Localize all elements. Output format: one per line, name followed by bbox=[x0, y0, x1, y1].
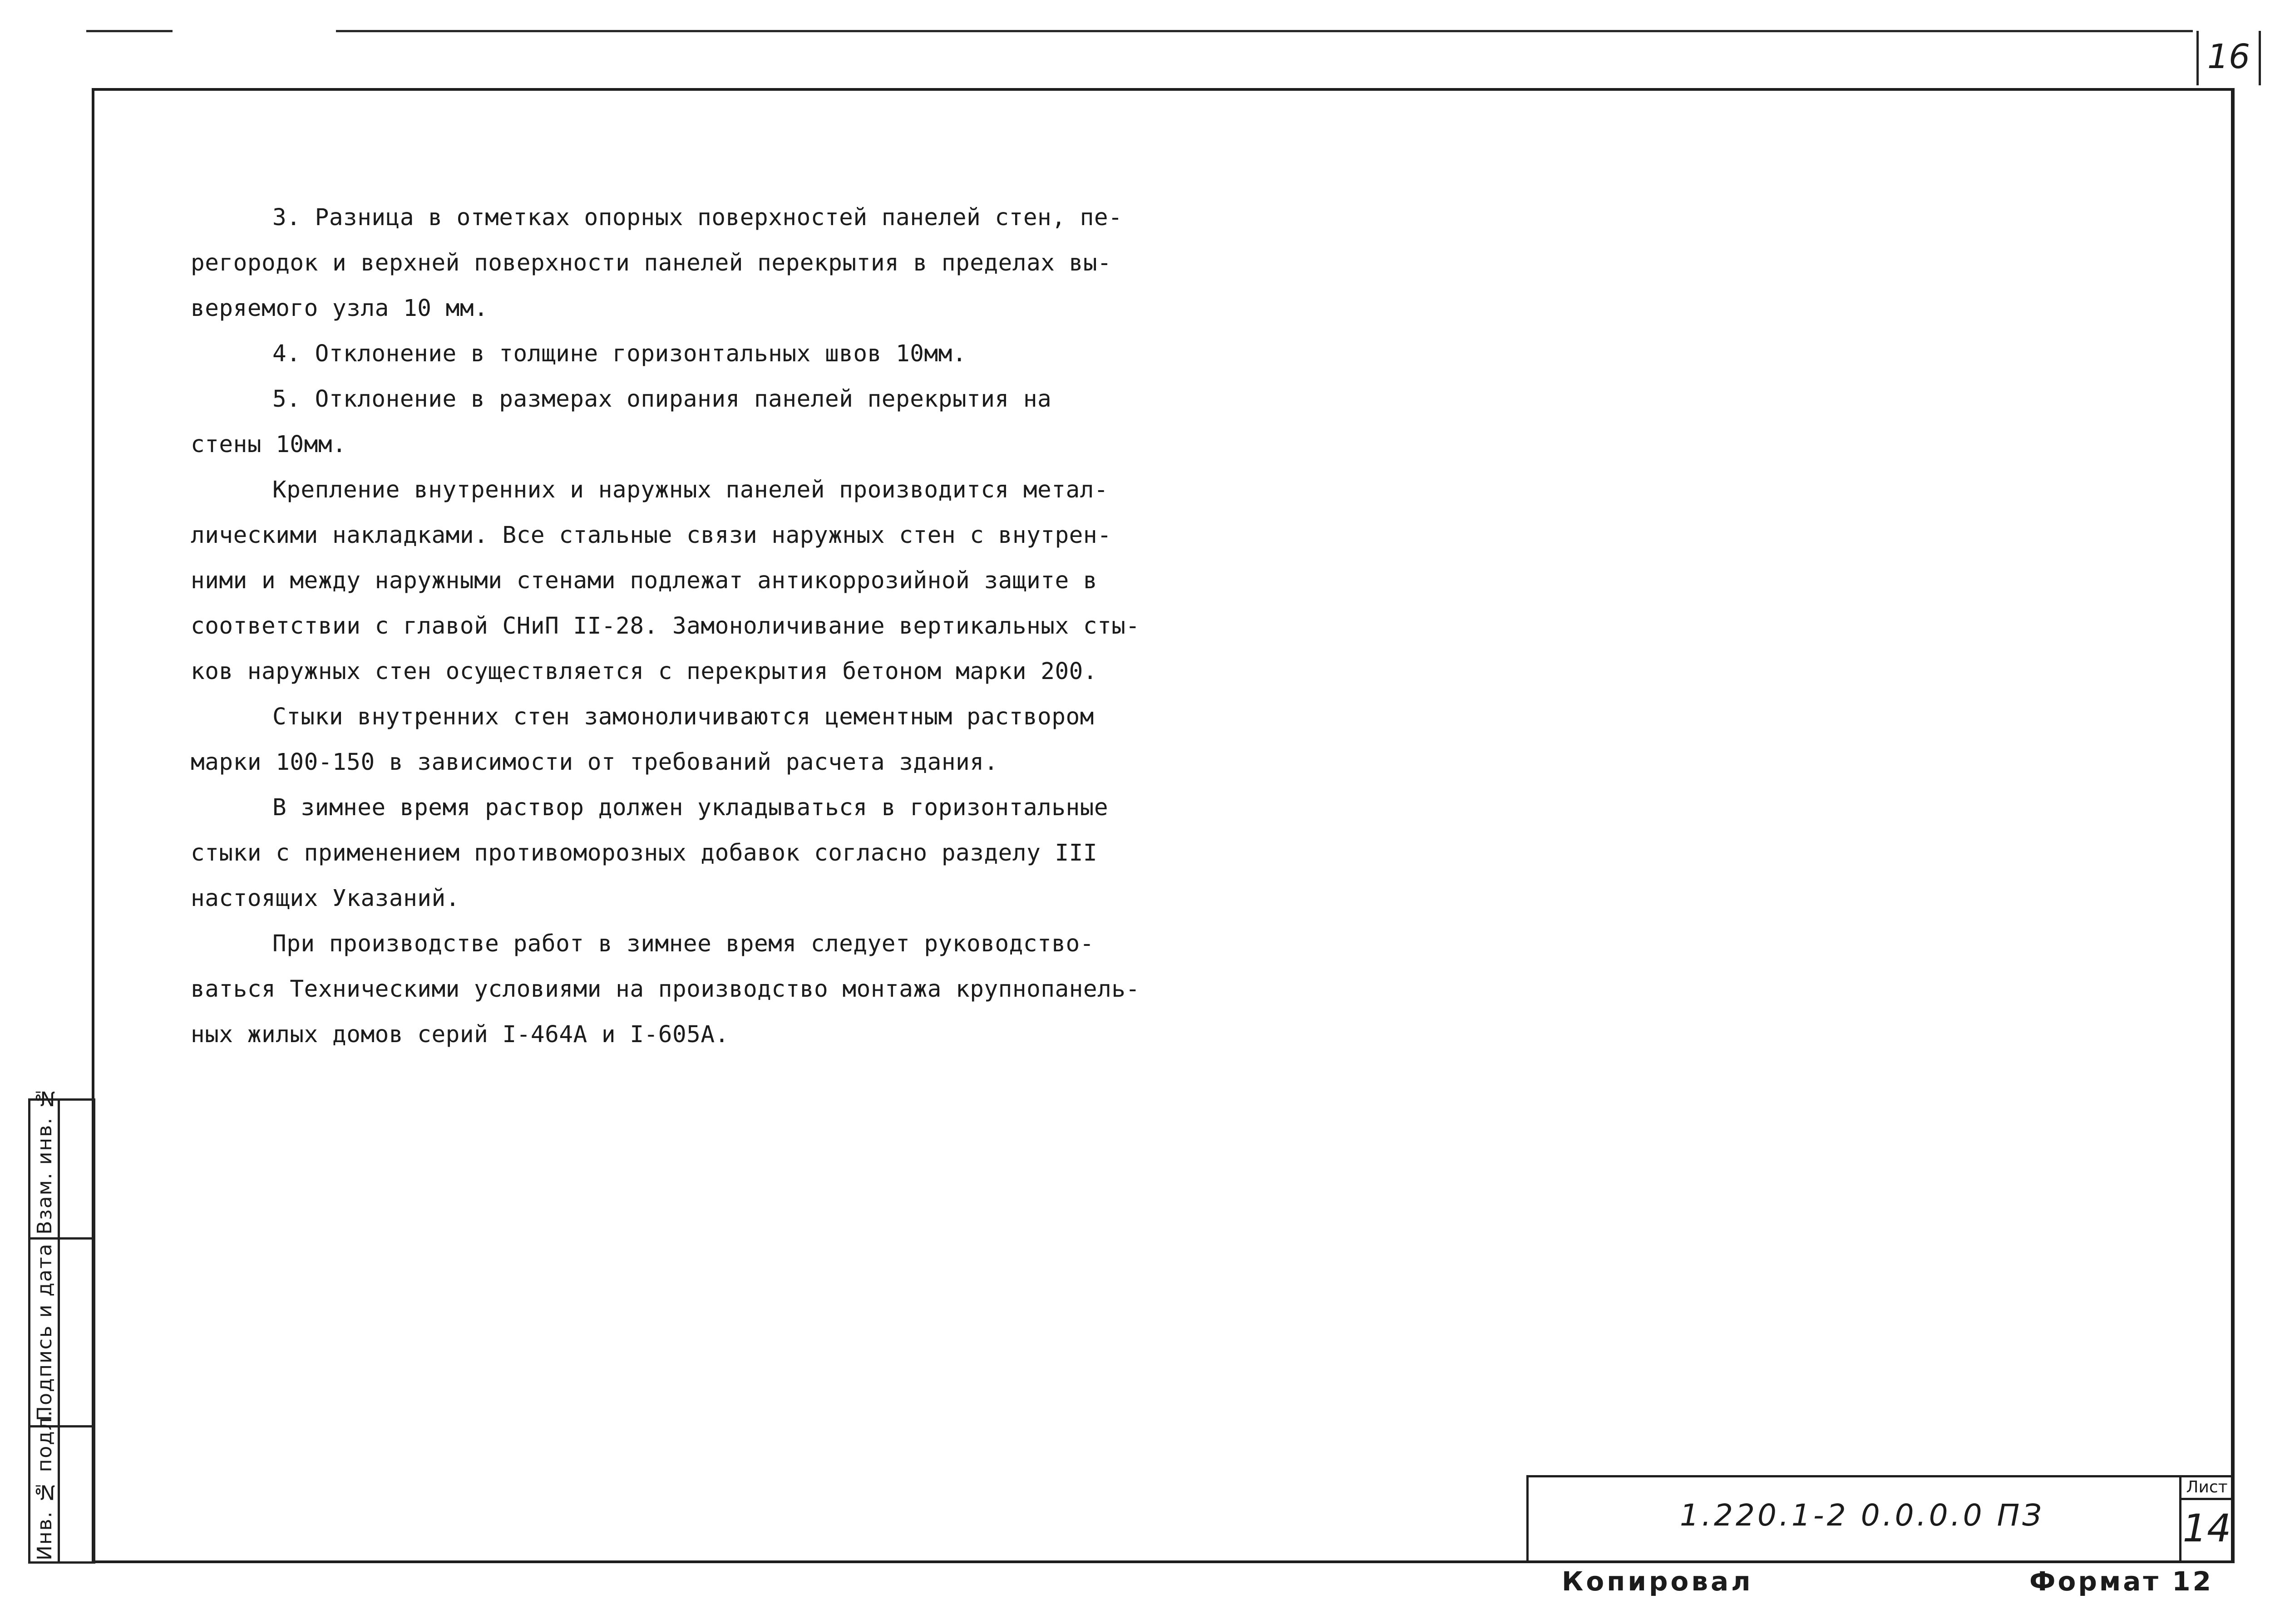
side-stamp-original-inv: Инв. № подл. bbox=[33, 1409, 56, 1560]
text-line: марки 100-150 в зависимости от требований расчета здания. bbox=[191, 749, 998, 776]
text-line: стыки с применением противоморозных добавок согласно разделу III bbox=[191, 840, 1098, 866]
text-line: Крепление внутренних и наружных панелей производится метал- bbox=[272, 477, 1109, 503]
sheet-label: Лист bbox=[2186, 1478, 2228, 1496]
text-line: настоящих Указаний. bbox=[191, 885, 460, 912]
text-line: ваться Техническими условиями на производство монтажа крупнопанель- bbox=[191, 976, 1140, 1003]
text-line: лическими накладками. Все стальные связи наружных стен с внутрен- bbox=[191, 522, 1112, 549]
copied-by-label: Копировал bbox=[1562, 1566, 1753, 1597]
text-line: Стыки внутренних стен замоноличиваются цементным раствором bbox=[272, 704, 1094, 730]
text-line: 4. Отклонение в толщине горизонтальных швов 10мм. bbox=[272, 340, 967, 367]
sheet-number: 14 bbox=[2182, 1506, 2231, 1550]
text-line: ков наружных стен осуществляется с перекрытия бетоном марки 200. bbox=[191, 658, 1098, 685]
text-line: В зимнее время раствор должен укладываться в горизонтальные bbox=[272, 794, 1109, 821]
paragraph-5 bbox=[191, 377, 1121, 468]
text-line: регородок и верхней поверхности панелей перекрытия в пределах вы- bbox=[191, 250, 1112, 276]
side-stamp-replaced-inv: Взам. инв. № bbox=[33, 1086, 56, 1235]
paragraph-joints bbox=[191, 694, 1121, 785]
text-line: стены 10мм. bbox=[191, 431, 347, 458]
paragraph-4 bbox=[191, 331, 1121, 377]
paragraph-winter-works bbox=[191, 921, 1140, 1058]
text-line: ных жилых домов серий I-464А и I-605А. bbox=[191, 1021, 729, 1048]
top-rule-gap bbox=[173, 27, 336, 33]
paragraph-3 bbox=[191, 195, 1121, 331]
paragraph-fastening bbox=[191, 468, 1140, 694]
page-number: 16 bbox=[2207, 37, 2250, 76]
document-body bbox=[191, 195, 1140, 1058]
frame-right-double-line bbox=[2231, 88, 2233, 1563]
side-stamp-divider bbox=[28, 1237, 95, 1240]
paragraph-winter-mortar bbox=[191, 785, 1121, 921]
text-line: При производстве работ в зимнее время следует руководство- bbox=[272, 930, 1094, 957]
text-line: ними и между наружными стенами подлежат антикоррозийной защите в bbox=[191, 567, 1098, 594]
text-line: 5. Отклонение в размерах опирания панелей перекрытия на bbox=[272, 386, 1052, 413]
format-label: Формат 12 bbox=[2029, 1566, 2213, 1597]
sheet-cell-divider bbox=[2179, 1498, 2235, 1500]
text-line: соответствии с главой СНиП II-28. Замоноличивание вертикальных сты- bbox=[191, 613, 1140, 640]
text-line: веряемого узла 10 мм. bbox=[191, 295, 489, 322]
top-rule bbox=[86, 30, 2193, 32]
document-code: 1.220.1-2 0.0.0.0 ПЗ bbox=[1680, 1498, 2044, 1533]
text-line: 3. Разница в отметках опорных поверхностей панелей стен, пе- bbox=[272, 204, 1123, 231]
side-stamp-signature-date: Подпись и дата bbox=[33, 1243, 56, 1422]
